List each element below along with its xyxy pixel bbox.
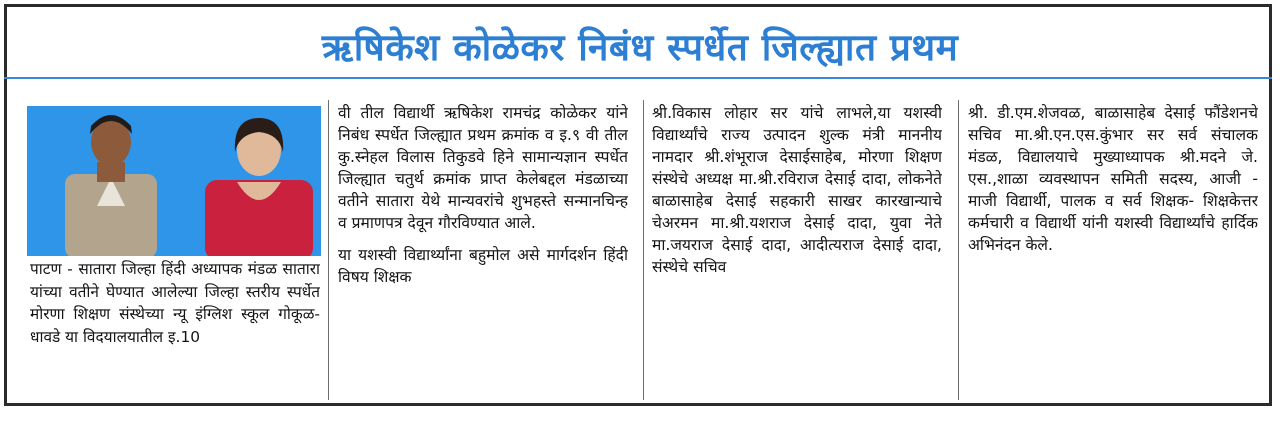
article-column-4 xyxy=(968,102,1258,398)
article-column-2 xyxy=(338,102,628,398)
column-divider xyxy=(958,100,959,400)
article-column-1 xyxy=(30,258,320,398)
article-paragraph: श्री. डी.एम.शेजवळ, बाळासाहेब देसाई फौंडेशनचे सचिव मा.श्री.एन.एस.कुंभार सर सर्व संचालक मंडळ, विद्यालयाचे मुख्याध्यापक श्री.मदने जे. एस.,शाळा व्यवस्थापन समिती सदस्य, आजी - माजी विद्यार्थी, पालक व सर्व शिक्षक- शिक्षकेत्तर कर्मचारी व विद्यार्थी यांनी यशस्वी विद्यार्थ्यांचे हार्दिक अभिनंदन केले. xyxy=(968,104,1258,254)
article-paragraph: श्री.विकास लोहार सर यांचे लाभले,या यशस्वी विद्यार्थ्यांचे राज्य उत्पादन शुल्क मंत्री माननीय नामदार श्री.शंभूराज देसाईसाहेब, मोरणा शिक्षण संस्थेचे अध्यक्ष मा.श्री.रविराज देसाई दादा, लोकनेते बाळासाहेब देसाई सहकारी साखर कारखान्याचे चेअरमन मा.श्री.यशराज देसाई दादा, युवा नेते मा.जयराज देसाई दादा, आदीत्यराज देसाई दादा, संस्थेचे सचिव xyxy=(652,104,942,276)
article-paragraph: वी तील विद्यार्थी ऋषिकेश रामचंद्र कोळेकर यांने निबंध स्पर्धेत जिल्ह्यात प्रथम क्रमांक व इ.९ वी तील कु.स्नेहल विलास तिकुडवे हिने सामान्यज्ञान स्पर्धेत जिल्ह्यात चतुर्थ क्रमांक प्राप्त केलेबद्दल मंडळाच्या वतीने सातारा येथे मान्यवरांचे शुभहस्ते सन्मानचिन्ह व प्रमाणपत्र देवून गौरविण्यात आले. xyxy=(338,104,628,232)
column-divider xyxy=(328,100,329,400)
headline-rule xyxy=(4,77,1272,79)
article-paragraph: या यशस्वी विद्यार्थ्यांना बहुमोल असे मार्गदर्शन हिंदी विषय शिक्षक xyxy=(338,246,628,286)
column-divider xyxy=(643,100,644,400)
student-photos-image xyxy=(27,106,321,256)
article-column-3 xyxy=(652,102,942,398)
article-paragraph: पाटण - सातारा जिल्हा हिंदी अध्यापक मंडळ सातारा यांच्या वतीने घेण्यात आलेल्या जिल्हा स्तरीय स्पर्धेत मोरणा शिक्षण संस्थेच्या न्यू इंग्लिश स्कूल गोकूळ-धावडे या विदयालयातील इ.10 xyxy=(30,260,320,346)
headline: ऋषिकेश कोळेकर निबंध स्पर्धेत जिल्ह्यात प्रथम xyxy=(321,26,959,69)
student-photos xyxy=(27,106,321,256)
